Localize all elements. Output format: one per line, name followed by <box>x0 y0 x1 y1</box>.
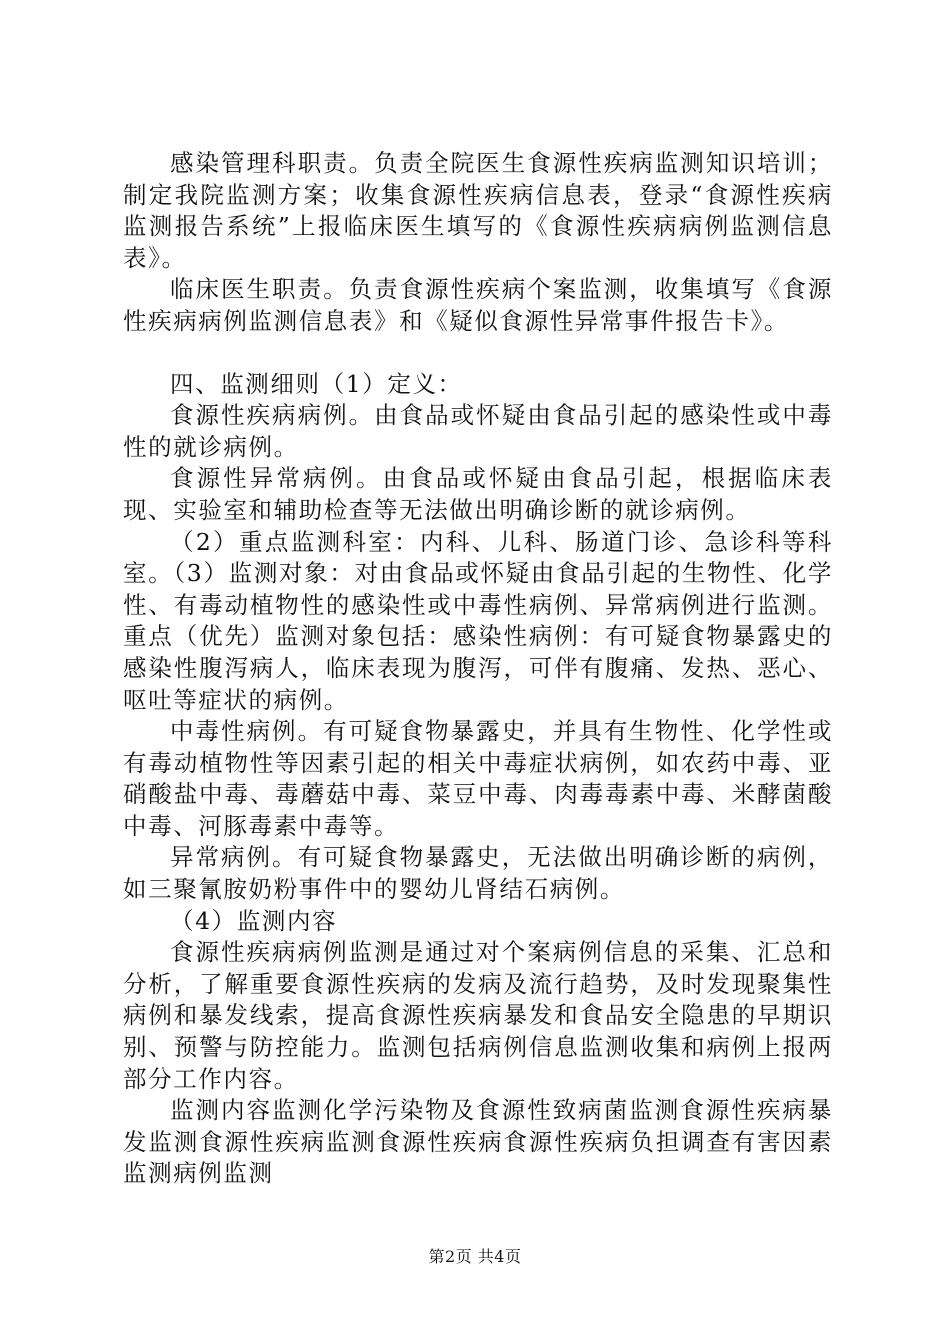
subheading-monitoring-content: （4）监测内容 <box>170 906 338 935</box>
paragraph-abnormal-case-definition: 食源性异常病例。由食品或怀疑由食品引起，根据临床表现、实验室和辅助检查等无法做出明确诊断的就诊病例。 <box>123 464 833 524</box>
paragraph-gap <box>123 338 833 369</box>
paragraph-poisoning-cases: 中毒性病例。有可疑食物暴露史，并具有生物性、化学性或有毒动植物性等因素引起的相关中毒症状病例，如农药中毒、亚硝酸盐中毒、毒蘑菇中毒、菜豆中毒、肉毒毒素中毒、米酵菌酸中毒、河豚毒素中毒等。 <box>123 717 833 840</box>
document-body <box>123 148 833 1190</box>
paragraph-key-departments-and-targets: （2）重点监测科室：内科、儿科、肠道门诊、急诊科等科室。（3）监测对象：对由食品或怀疑由食品引起的生物性、化学性、有毒动植物性的感染性或中毒性病例、异常病例进行监测。重点（优先）监测对象包括：感染性病例：有可疑食物暴露史的感染性腹泻病人，临床表现为腹泻，可伴有腹痛、发热、恶心、呕吐等症状的病例。 <box>123 527 833 714</box>
paragraph-case-monitoring-description: 食源性疾病病例监测是通过对个案病例信息的采集、汇总和分析，了解重要食源性疾病的发病及流行趋势，及时发现聚集性病例和暴发线索，提高食源性疾病暴发和食品安全隐患的早期识别、预警与防控能力。监测包括病例信息监测收集和病例上报两部分工作内容。 <box>123 938 833 1093</box>
section-heading-monitoring-rules: 四、监测细则（1）定义： <box>170 369 463 398</box>
paragraph-foodborne-case-definition: 食源性疾病病例。由食品或怀疑由食品引起的感染性或中毒性的就诊病例。 <box>123 401 833 461</box>
paragraph-abnormal-cases: 异常病例。有可疑食物暴露史，无法做出明确诊断的病例，如三聚氰胺奶粉事件中的婴幼儿肾结石病例。 <box>123 843 833 904</box>
page-footer: 第2页 共4页 <box>428 1247 522 1266</box>
paragraph-monitoring-content-list: 监测内容监测化学污染物及食源性致病菌监测食源性疾病暴发监测食源性疾病监测食源性疾病食源性疾病负担调查有害因素监测病例监测 <box>123 1096 833 1188</box>
paragraph-clinician-duties: 临床医生职责。负责食源性疾病个案监测，收集填写《食源性疾病病例监测信息表》和《疑似食源性异常事件报告卡》。 <box>123 275 833 335</box>
paragraph-infection-dept-duties: 感染管理科职责。负责全院医生食源性疾病监测知识培训；制定我院监测方案；收集食源性疾病信息表，登录“食源性疾病监测报告系统”上报临床医生填写的《食源性疾病病例监测信息表》。 <box>123 149 833 272</box>
